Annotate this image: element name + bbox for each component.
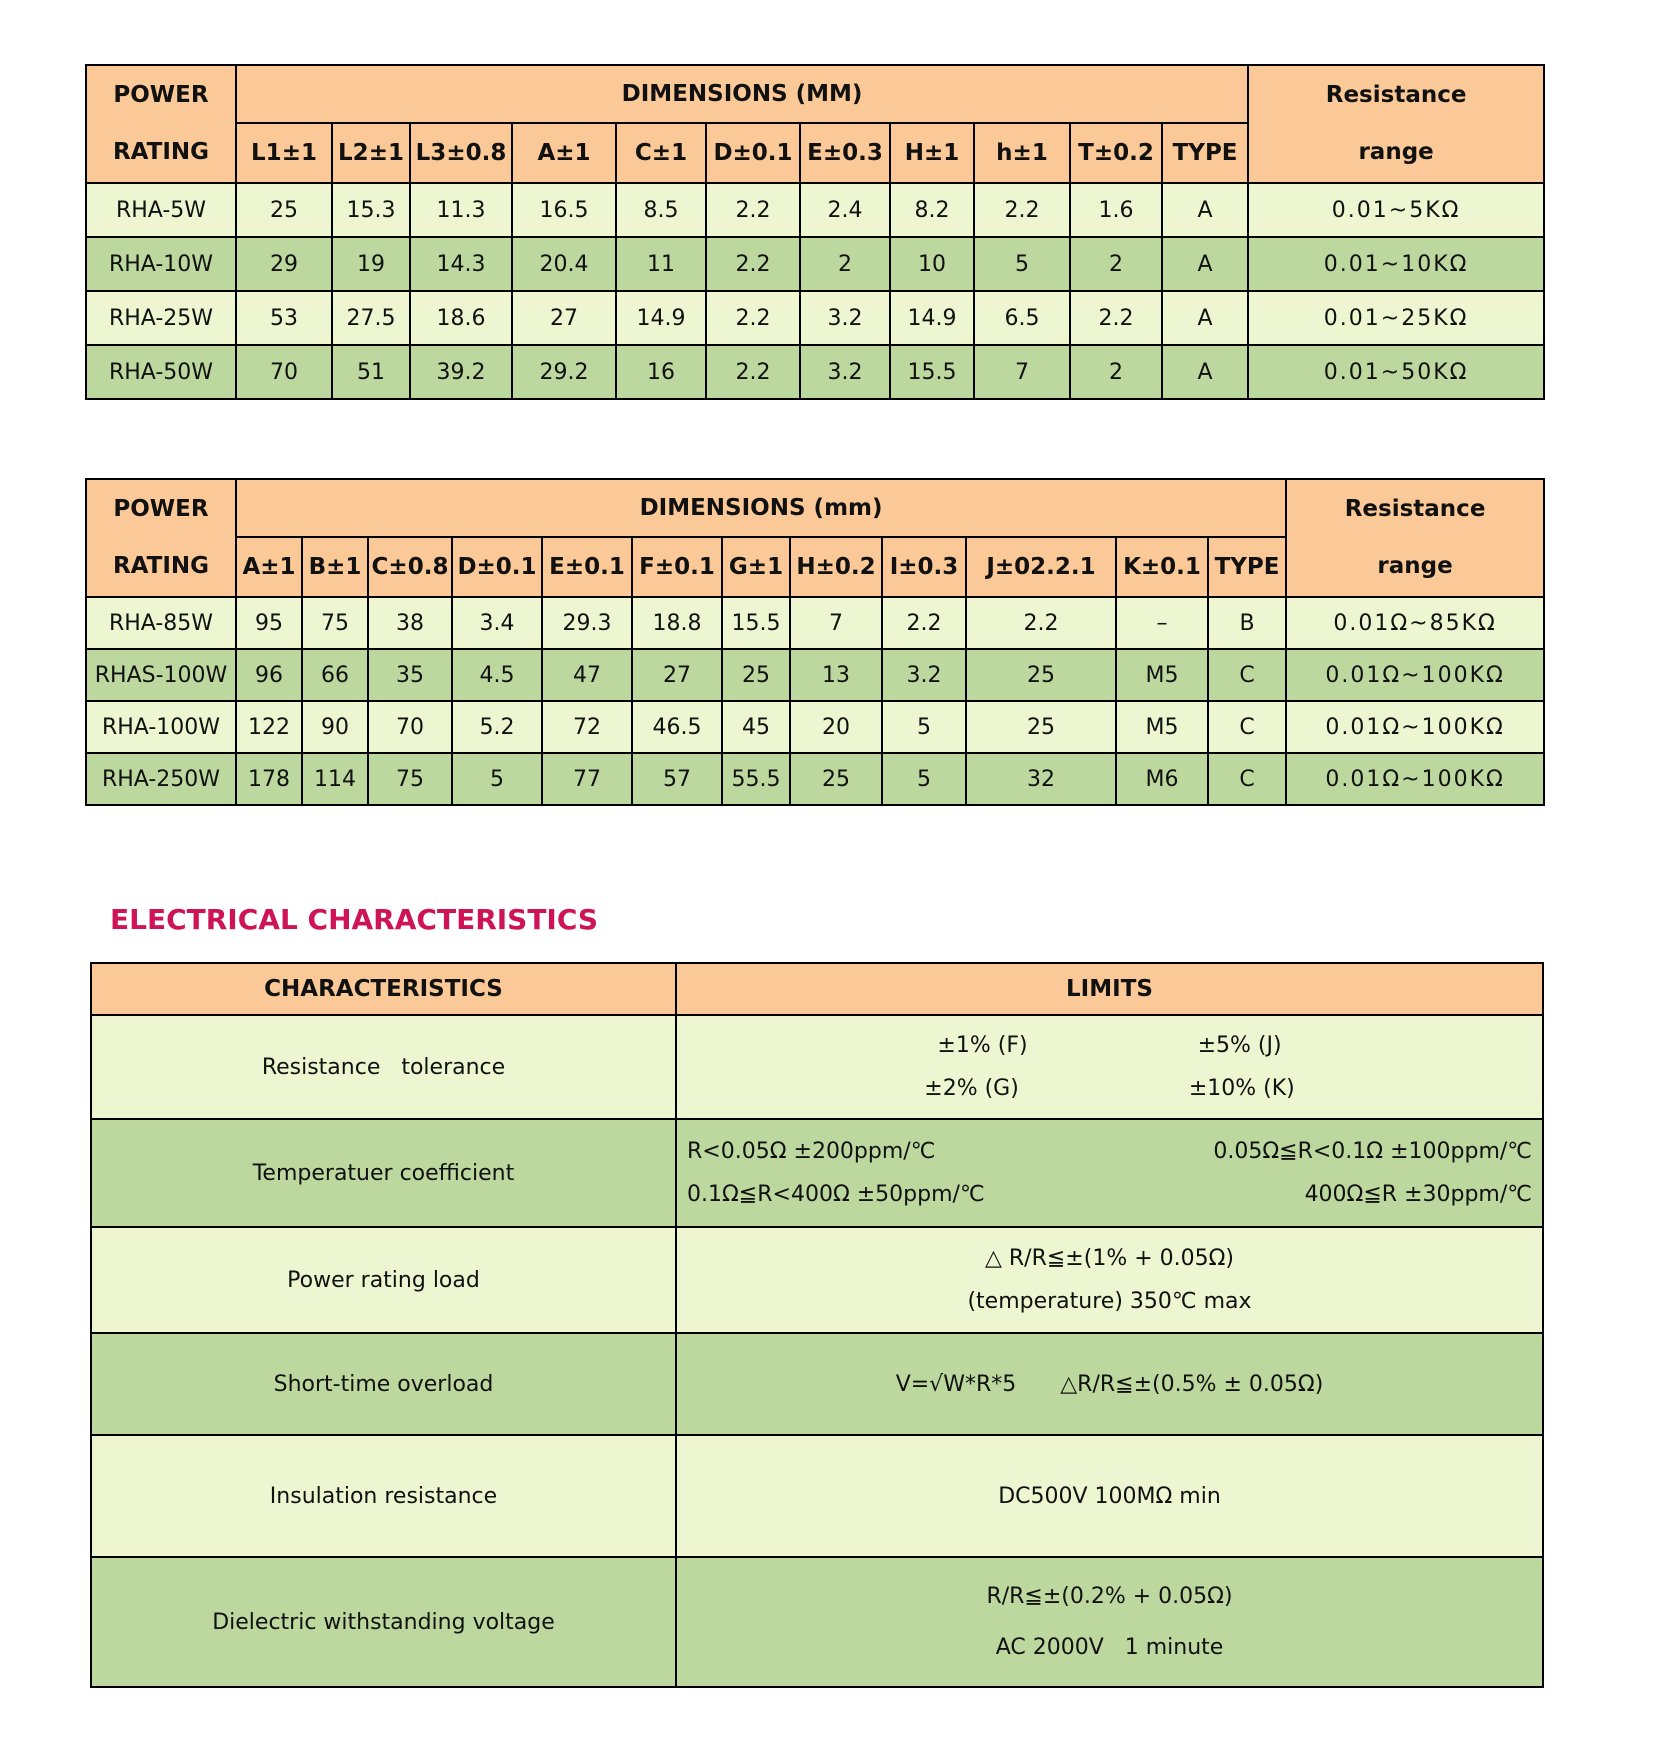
type-cell: C — [1208, 701, 1286, 753]
column-header: I±0.3 — [882, 537, 966, 597]
dim-value-cell: 13 — [790, 649, 882, 701]
resistance-range-header — [1248, 65, 1544, 183]
limit-cell — [676, 1119, 1543, 1227]
resistance-range-cell: 0.01Ω~85KΩ — [1286, 597, 1544, 649]
limit-cell — [676, 1227, 1543, 1333]
dim-value-cell: 3.2 — [882, 649, 966, 701]
limit-value: ±10% (K) — [1188, 1075, 1295, 1101]
dim-value-cell: 5 — [452, 753, 542, 805]
dim-value-cell: 25 — [790, 753, 882, 805]
row-label: RHA-10W — [86, 237, 236, 291]
column-header: TYPE — [1162, 123, 1248, 183]
dim-value-cell: 46.5 — [632, 701, 722, 753]
table-row — [86, 183, 1544, 237]
limit-line — [687, 1584, 1532, 1609]
column-header: G±1 — [722, 537, 790, 597]
dim-value-cell: 11 — [616, 237, 706, 291]
limit-cell — [676, 1557, 1543, 1687]
column-header: B±1 — [302, 537, 368, 597]
limit-value: ±2% (G) — [924, 1075, 1019, 1101]
dimensions-header: DIMENSIONS (mm) — [236, 479, 1286, 537]
dim-value-cell: 19 — [332, 237, 410, 291]
dim-value-cell: 66 — [302, 649, 368, 701]
limit-line — [687, 1033, 1532, 1058]
limit-value: DC500V 100MΩ min — [998, 1483, 1221, 1509]
column-header: L2±1 — [332, 123, 410, 183]
dim-value-cell: 20 — [790, 701, 882, 753]
dim-value-cell: 178 — [236, 753, 302, 805]
column-header: C±0.8 — [368, 537, 452, 597]
dim-value-cell: 3.2 — [800, 345, 890, 399]
dim-value-cell: 15.5 — [890, 345, 974, 399]
dim-value-cell: 18.6 — [410, 291, 512, 345]
column-header: E±0.1 — [542, 537, 632, 597]
table-row — [86, 291, 1544, 345]
dim-value-cell: 2.2 — [706, 291, 800, 345]
type-cell: A — [1162, 183, 1248, 237]
dim-value-cell: 5 — [974, 237, 1070, 291]
dim-value-cell: 2.2 — [706, 183, 800, 237]
column-header: K±0.1 — [1116, 537, 1208, 597]
limit-value: (temperature) 350℃ max — [967, 1289, 1252, 1314]
limit-line — [687, 1076, 1532, 1101]
power-rating-header — [86, 65, 236, 183]
dim-value-cell: M5 — [1116, 701, 1208, 753]
characteristics-header: CHARACTERISTICS — [91, 963, 676, 1015]
dim-value-cell: 51 — [332, 345, 410, 399]
characteristic-label: Resistance tolerance — [91, 1015, 676, 1119]
limit-line — [687, 1635, 1532, 1660]
table-row — [91, 1015, 1543, 1119]
row-label: RHA-50W — [86, 345, 236, 399]
characteristic-label: Power rating load — [91, 1227, 676, 1333]
limit-line — [687, 1139, 1532, 1164]
row-label: RHA-250W — [86, 753, 236, 805]
dim-value-cell: 10 — [890, 237, 974, 291]
limit-value: 400Ω≦R ±30ppm/℃ — [1304, 1182, 1532, 1208]
row-label: RHA-5W — [86, 183, 236, 237]
dim-value-cell: 20.4 — [512, 237, 616, 291]
electrical-characteristics-title: ELECTRICAL CHARACTERISTICS — [110, 903, 599, 936]
type-cell: A — [1162, 291, 1248, 345]
dim-value-cell: 14.9 — [616, 291, 706, 345]
limit-line — [687, 1289, 1532, 1314]
table-row — [91, 1227, 1543, 1333]
limit-line — [687, 1372, 1532, 1397]
dim-value-cell: 47 — [542, 649, 632, 701]
dim-value-cell: 7 — [974, 345, 1070, 399]
power-rating-header-line2: RATING — [112, 553, 210, 579]
column-header: A±1 — [512, 123, 616, 183]
type-cell: A — [1162, 345, 1248, 399]
dim-value-cell: 2 — [1070, 345, 1162, 399]
electrical-characteristics-table — [90, 962, 1544, 1688]
table-row — [86, 753, 1544, 805]
dimensions-table-type-a — [85, 64, 1545, 400]
resistance-range-cell: 0.01Ω~100KΩ — [1286, 649, 1544, 701]
type-cell: B — [1208, 597, 1286, 649]
dim-value-cell: 11.3 — [410, 183, 512, 237]
table-row — [91, 1119, 1543, 1227]
limit-value: ±5% (J) — [1197, 1033, 1282, 1059]
dim-value-cell: 35 — [368, 649, 452, 701]
dim-value-cell: 16 — [616, 345, 706, 399]
characteristic-label: Dielectric withstanding voltage — [91, 1557, 676, 1687]
dim-value-cell: 2.2 — [706, 345, 800, 399]
limits-header: LIMITS — [676, 963, 1543, 1015]
dim-value-cell: 3.4 — [452, 597, 542, 649]
dim-value-cell: 2 — [800, 237, 890, 291]
table-row — [86, 345, 1544, 399]
dim-value-cell: 29 — [236, 237, 332, 291]
dim-value-cell: 95 — [236, 597, 302, 649]
resistance-range-header-line1: Resistance — [1325, 82, 1467, 108]
type-cell: C — [1208, 753, 1286, 805]
limit-cell — [676, 1333, 1543, 1435]
dim-value-cell: 53 — [236, 291, 332, 345]
limit-line — [687, 1182, 1532, 1207]
dim-value-cell: 15.5 — [722, 597, 790, 649]
row-label: RHA-100W — [86, 701, 236, 753]
resistance-range-cell: 0.01~5KΩ — [1248, 183, 1544, 237]
dim-value-cell: 72 — [542, 701, 632, 753]
limit-line — [687, 1246, 1532, 1271]
dim-value-cell: 2.2 — [974, 183, 1070, 237]
characteristic-label: Insulation resistance — [91, 1435, 676, 1557]
table-row — [86, 701, 1544, 753]
power-rating-header-line2: RATING — [112, 139, 210, 165]
dim-value-cell: 39.2 — [410, 345, 512, 399]
dim-value-cell: 3.2 — [800, 291, 890, 345]
dim-value-cell: 77 — [542, 753, 632, 805]
dim-value-cell: 57 — [632, 753, 722, 805]
dim-value-cell: 14.3 — [410, 237, 512, 291]
dim-value-cell: 4.5 — [452, 649, 542, 701]
table-header-row — [86, 479, 1544, 537]
limit-value: R<0.05Ω ±200ppm/℃ — [687, 1138, 936, 1164]
resistance-range-header-line1: Resistance — [1344, 496, 1486, 522]
column-header: H±0.2 — [790, 537, 882, 597]
dim-value-cell: 90 — [302, 701, 368, 753]
characteristic-label: Temperatuer coefficient — [91, 1119, 676, 1227]
dimensions-table-type-bc — [85, 478, 1545, 806]
column-header: C±1 — [616, 123, 706, 183]
column-header: TYPE — [1208, 537, 1286, 597]
dim-value-cell: 2.2 — [706, 237, 800, 291]
dim-value-cell: M5 — [1116, 649, 1208, 701]
dim-value-cell: 8.2 — [890, 183, 974, 237]
dim-value-cell: 25 — [236, 183, 332, 237]
power-rating-header-line1: POWER — [113, 82, 209, 108]
column-header: T±0.2 — [1070, 123, 1162, 183]
limit-value: ±1% (F) — [937, 1033, 1028, 1059]
resistance-range-cell: 0.01~10KΩ — [1248, 237, 1544, 291]
type-cell: A — [1162, 237, 1248, 291]
dim-value-cell: 14.9 — [890, 291, 974, 345]
dim-value-cell: 75 — [302, 597, 368, 649]
dim-value-cell: 32 — [966, 753, 1116, 805]
table-row — [86, 237, 1544, 291]
column-header: A±1 — [236, 537, 302, 597]
dim-value-cell: M6 — [1116, 753, 1208, 805]
dim-value-cell: 96 — [236, 649, 302, 701]
dim-value-cell: 25 — [966, 649, 1116, 701]
dim-value-cell: 18.8 — [632, 597, 722, 649]
dim-value-cell: 7 — [790, 597, 882, 649]
resistance-range-header-line2: range — [1377, 553, 1453, 579]
dim-value-cell: 55.5 — [722, 753, 790, 805]
type-cell: C — [1208, 649, 1286, 701]
column-header: L1±1 — [236, 123, 332, 183]
resistance-range-cell: 0.01Ω~100KΩ — [1286, 701, 1544, 753]
table-row — [91, 1435, 1543, 1557]
column-header: E±0.3 — [800, 123, 890, 183]
dim-value-cell: 27 — [512, 291, 616, 345]
column-header: H±1 — [890, 123, 974, 183]
dim-value-cell: 25 — [966, 701, 1116, 753]
column-header: D±0.1 — [452, 537, 542, 597]
limit-value: V=√W*R*5 — [895, 1371, 1017, 1397]
dim-value-cell: 5.2 — [452, 701, 542, 753]
column-header: h±1 — [974, 123, 1070, 183]
row-label: RHAS-100W — [86, 649, 236, 701]
dim-value-cell: 2.4 — [800, 183, 890, 237]
row-label: RHA-25W — [86, 291, 236, 345]
limit-value: △R/R≦±(0.5% ± 0.05Ω) — [1060, 1371, 1324, 1397]
dim-value-cell: 2.2 — [966, 597, 1116, 649]
table-header-row — [91, 963, 1543, 1015]
column-header: J±02.2.1 — [966, 537, 1116, 597]
dim-value-cell: 114 — [302, 753, 368, 805]
limit-cell — [676, 1435, 1543, 1557]
resistance-range-cell: 0.01~25KΩ — [1248, 291, 1544, 345]
dim-value-cell: 27.5 — [332, 291, 410, 345]
resistance-range-header-line2: range — [1358, 139, 1434, 165]
table-row — [91, 1333, 1543, 1435]
row-label: RHA-85W — [86, 597, 236, 649]
dim-value-cell: 38 — [368, 597, 452, 649]
dim-value-cell: 70 — [368, 701, 452, 753]
limit-value: 0.1Ω≦R<400Ω ±50ppm/℃ — [687, 1182, 985, 1208]
dim-value-cell: 75 — [368, 753, 452, 805]
dim-value-cell: 122 — [236, 701, 302, 753]
table-row — [86, 597, 1544, 649]
limit-value: AC 2000V 1 minute — [995, 1635, 1224, 1660]
resistance-range-cell: 0.01Ω~100KΩ — [1286, 753, 1544, 805]
limit-value: R/R≦±(0.2% + 0.05Ω) — [986, 1584, 1233, 1609]
dim-value-cell: 15.3 — [332, 183, 410, 237]
resistance-range-header — [1286, 479, 1544, 597]
dim-value-cell: – — [1116, 597, 1208, 649]
power-rating-header-line1: POWER — [113, 496, 209, 522]
dim-value-cell: 2.2 — [882, 597, 966, 649]
dimensions-header: DIMENSIONS (MM) — [236, 65, 1248, 123]
dim-value-cell: 6.5 — [974, 291, 1070, 345]
dim-value-cell: 16.5 — [512, 183, 616, 237]
column-header: L3±0.8 — [410, 123, 512, 183]
dim-value-cell: 1.6 — [1070, 183, 1162, 237]
resistance-range-cell: 0.01~50KΩ — [1248, 345, 1544, 399]
dim-value-cell: 29.2 — [512, 345, 616, 399]
dim-value-cell: 25 — [722, 649, 790, 701]
dim-value-cell: 8.5 — [616, 183, 706, 237]
dim-value-cell: 45 — [722, 701, 790, 753]
limit-value: 0.05Ω≦R<0.1Ω ±100ppm/℃ — [1213, 1138, 1532, 1164]
table-header-row — [86, 65, 1544, 123]
dim-value-cell: 27 — [632, 649, 722, 701]
dim-value-cell: 29.3 — [542, 597, 632, 649]
dim-value-cell: 5 — [882, 701, 966, 753]
limit-value: △ R/R≦±(1% + 0.05Ω) — [984, 1246, 1235, 1271]
table-row — [86, 649, 1544, 701]
dim-value-cell: 5 — [882, 753, 966, 805]
limit-line — [687, 1484, 1532, 1509]
dim-value-cell: 2.2 — [1070, 291, 1162, 345]
dim-value-cell: 2 — [1070, 237, 1162, 291]
column-header: F±0.1 — [632, 537, 722, 597]
column-header: D±0.1 — [706, 123, 800, 183]
table-row — [91, 1557, 1543, 1687]
characteristic-label: Short-time overload — [91, 1333, 676, 1435]
power-rating-header — [86, 479, 236, 597]
limit-cell — [676, 1015, 1543, 1119]
dim-value-cell: 70 — [236, 345, 332, 399]
